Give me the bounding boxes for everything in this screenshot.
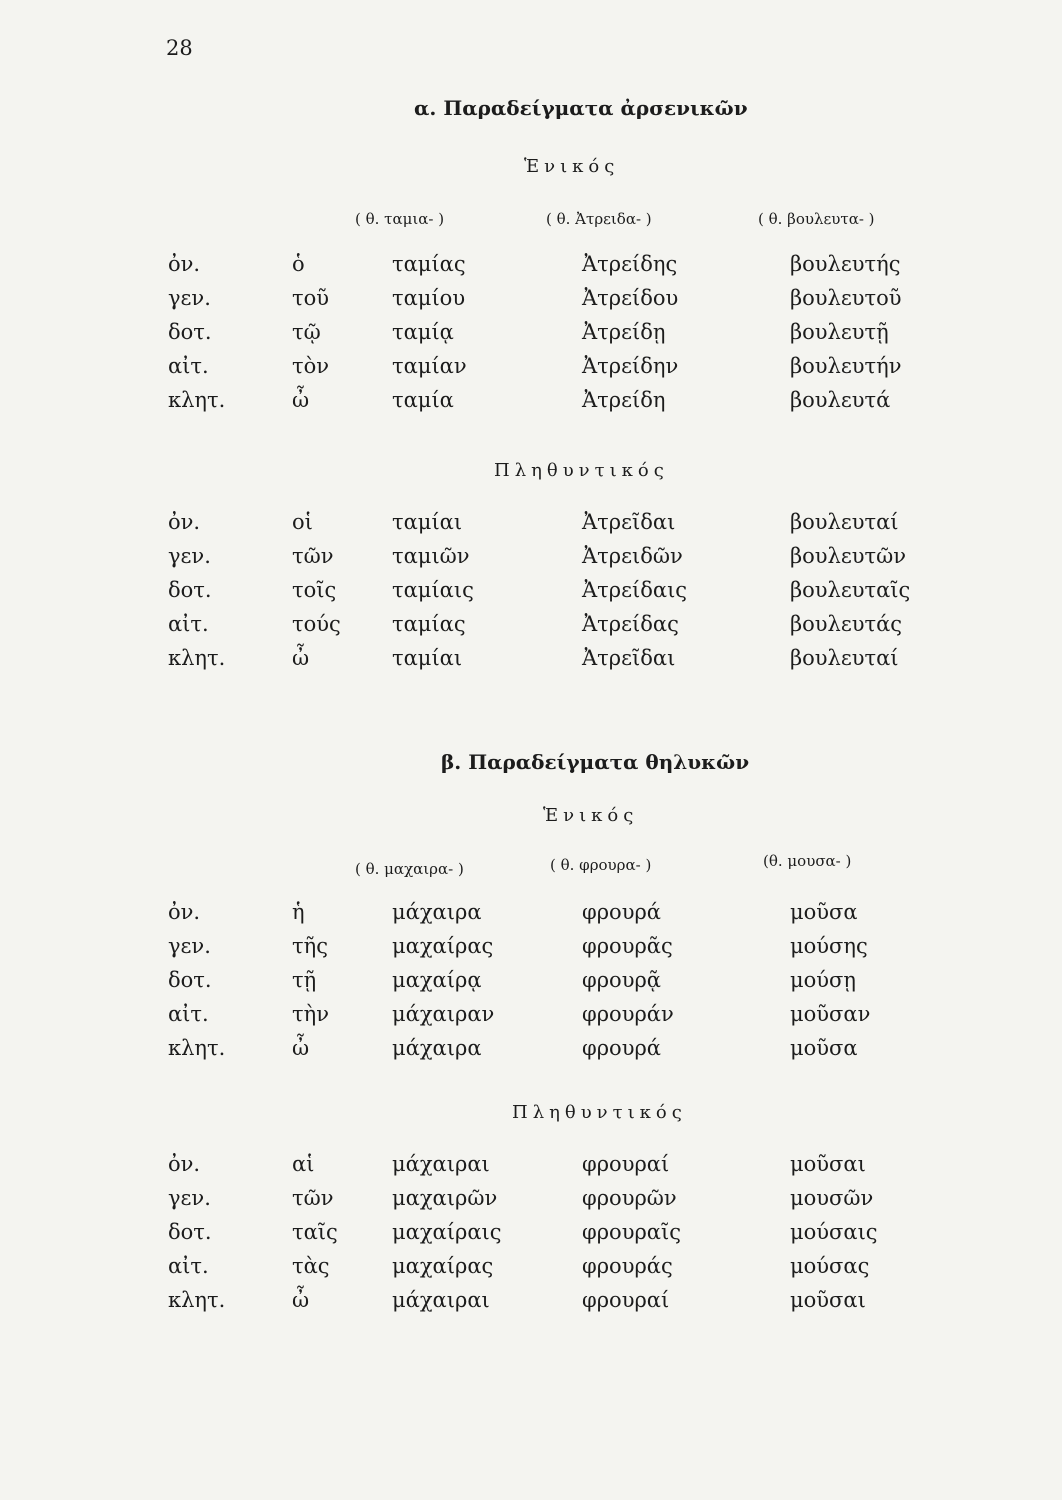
noun-form: μαχαίρᾳ	[392, 968, 482, 992]
article: ὦ	[292, 646, 310, 670]
noun-form: φρουράς	[582, 1254, 673, 1278]
article: τῆς	[292, 934, 328, 958]
noun-form: μοῦσα	[790, 1036, 858, 1060]
noun-form: βουλευτήν	[790, 354, 902, 378]
noun-form: μούσης	[790, 934, 868, 958]
case-label: δοτ.	[168, 578, 212, 602]
noun-form: ταμίαις	[392, 578, 474, 602]
noun-form: μοῦσαι	[790, 1288, 866, 1312]
theme-label: ( θ. μαχαιρα- )	[355, 860, 464, 878]
noun-form: μάχαιρα	[392, 1036, 482, 1060]
case-label: γεν.	[168, 544, 211, 568]
noun-form: μάχαιραν	[392, 1002, 495, 1026]
article: αἱ	[292, 1152, 315, 1176]
noun-form: βουλευτοῦ	[790, 286, 902, 310]
case-label: αἰτ.	[168, 354, 209, 378]
noun-form: Ἀτρείδῃ	[582, 320, 666, 344]
article: ἡ	[292, 900, 305, 924]
theme-label: (θ. μουσα- )	[763, 852, 852, 870]
article: τῶν	[292, 1186, 334, 1210]
noun-form: φρουρά	[582, 1036, 661, 1060]
noun-form: βουλευταί	[790, 510, 899, 534]
noun-form: Ἀτρείδης	[582, 252, 678, 276]
noun-form: βουλευτάς	[790, 612, 903, 636]
noun-form: φρουράν	[582, 1002, 674, 1026]
noun-form: ταμίαν	[392, 354, 467, 378]
noun-form: ταμία	[392, 388, 454, 412]
case-label: κλητ.	[168, 388, 226, 412]
noun-form: μοῦσα	[790, 900, 858, 924]
noun-form: μούσῃ	[790, 968, 856, 992]
article: τὸν	[292, 354, 330, 378]
noun-form: φρουρᾶς	[582, 934, 673, 958]
noun-form: Ἀτρείδαις	[582, 578, 688, 602]
noun-form: μαχαίρας	[392, 1254, 494, 1278]
case-label: γεν.	[168, 1186, 211, 1210]
noun-form: μουσῶν	[790, 1186, 874, 1210]
case-label: κλητ.	[168, 1036, 226, 1060]
noun-form: μάχαιραι	[392, 1152, 490, 1176]
case-label: ὀν.	[168, 900, 201, 924]
article: τῶν	[292, 544, 334, 568]
case-label: ὀν.	[168, 510, 201, 534]
noun-form: Ἀτρειδῶν	[582, 544, 683, 568]
theme-label: ( θ. φρουρα- )	[550, 856, 652, 874]
noun-form: ταμίαι	[392, 510, 463, 534]
section-title: β. Παραδείγματα θηλυκῶν	[441, 750, 750, 774]
plural-heading: Πληθυντικός	[494, 460, 669, 481]
noun-form: ταμιῶν	[392, 544, 470, 568]
case-label: κλητ.	[168, 1288, 226, 1312]
noun-form: μάχαιρα	[392, 900, 482, 924]
noun-form: βουλευταῖς	[790, 578, 911, 602]
noun-form: Ἀτρείδη	[582, 388, 666, 412]
noun-form: μαχαίραις	[392, 1220, 502, 1244]
case-label: αἰτ.	[168, 1002, 209, 1026]
article: ὦ	[292, 1036, 310, 1060]
noun-form: Ἀτρεῖδαι	[582, 646, 676, 670]
page-number: 28	[166, 36, 193, 60]
theme-label: ( θ. ταμια- )	[355, 210, 445, 228]
noun-form: μάχαιραι	[392, 1288, 490, 1312]
article: οἱ	[292, 510, 313, 534]
case-label: κλητ.	[168, 646, 226, 670]
case-label: αἰτ.	[168, 1254, 209, 1278]
noun-form: ταμίαι	[392, 646, 463, 670]
noun-form: Ἀτρείδου	[582, 286, 679, 310]
case-label: δοτ.	[168, 968, 212, 992]
noun-form: Ἀτρείδην	[582, 354, 679, 378]
case-label: γεν.	[168, 934, 211, 958]
noun-form: μούσαις	[790, 1220, 878, 1244]
article: τοῦ	[292, 286, 330, 310]
case-label: γεν.	[168, 286, 211, 310]
noun-form: μαχαιρῶν	[392, 1186, 498, 1210]
noun-form: ταμίᾳ	[392, 320, 454, 344]
noun-form: φρουραί	[582, 1152, 670, 1176]
noun-form: μαχαίρας	[392, 934, 494, 958]
article: τούς	[292, 612, 341, 636]
article: τὴν	[292, 1002, 329, 1026]
noun-form: ταμίας	[392, 252, 466, 276]
noun-form: φρουραί	[582, 1288, 670, 1312]
noun-form: φρουραῖς	[582, 1220, 681, 1244]
case-label: δοτ.	[168, 320, 212, 344]
noun-form: βουλευταί	[790, 646, 899, 670]
plural-heading: Πληθυντικός	[512, 1102, 687, 1123]
noun-form: βουλευτής	[790, 252, 901, 276]
noun-form: ταμίας	[392, 612, 466, 636]
article: ὁ	[292, 252, 305, 276]
noun-form: βουλευτῶν	[790, 544, 907, 568]
case-label: δοτ.	[168, 1220, 212, 1244]
article: ὦ	[292, 388, 310, 412]
article: ταῖς	[292, 1220, 338, 1244]
singular-heading: Ἑνικός	[524, 156, 620, 177]
singular-heading: Ἑνικός	[543, 805, 639, 826]
case-label: αἰτ.	[168, 612, 209, 636]
noun-form: μοῦσαν	[790, 1002, 871, 1026]
article: τὰς	[292, 1254, 330, 1278]
noun-form: βουλευτῇ	[790, 320, 889, 344]
section-title: α. Παραδείγματα ἀρσενικῶν	[414, 96, 748, 120]
noun-form: μούσας	[790, 1254, 870, 1278]
article: ὦ	[292, 1288, 310, 1312]
noun-form: Ἀτρείδας	[582, 612, 679, 636]
theme-label: ( θ. βουλευτα- )	[758, 210, 875, 228]
case-label: ὀν.	[168, 1152, 201, 1176]
article: τοῖς	[292, 578, 337, 602]
noun-form: φρουρᾷ	[582, 968, 661, 992]
noun-form: φρουρά	[582, 900, 661, 924]
article: τῷ	[292, 320, 321, 344]
noun-form: μοῦσαι	[790, 1152, 866, 1176]
theme-label: ( θ. Ἀτρειδα- )	[546, 210, 652, 228]
noun-form: ταμίου	[392, 286, 466, 310]
noun-form: Ἀτρεῖδαι	[582, 510, 676, 534]
noun-form: βουλευτά	[790, 388, 891, 412]
case-label: ὀν.	[168, 252, 201, 276]
article: τῇ	[292, 968, 317, 992]
noun-form: φρουρῶν	[582, 1186, 677, 1210]
